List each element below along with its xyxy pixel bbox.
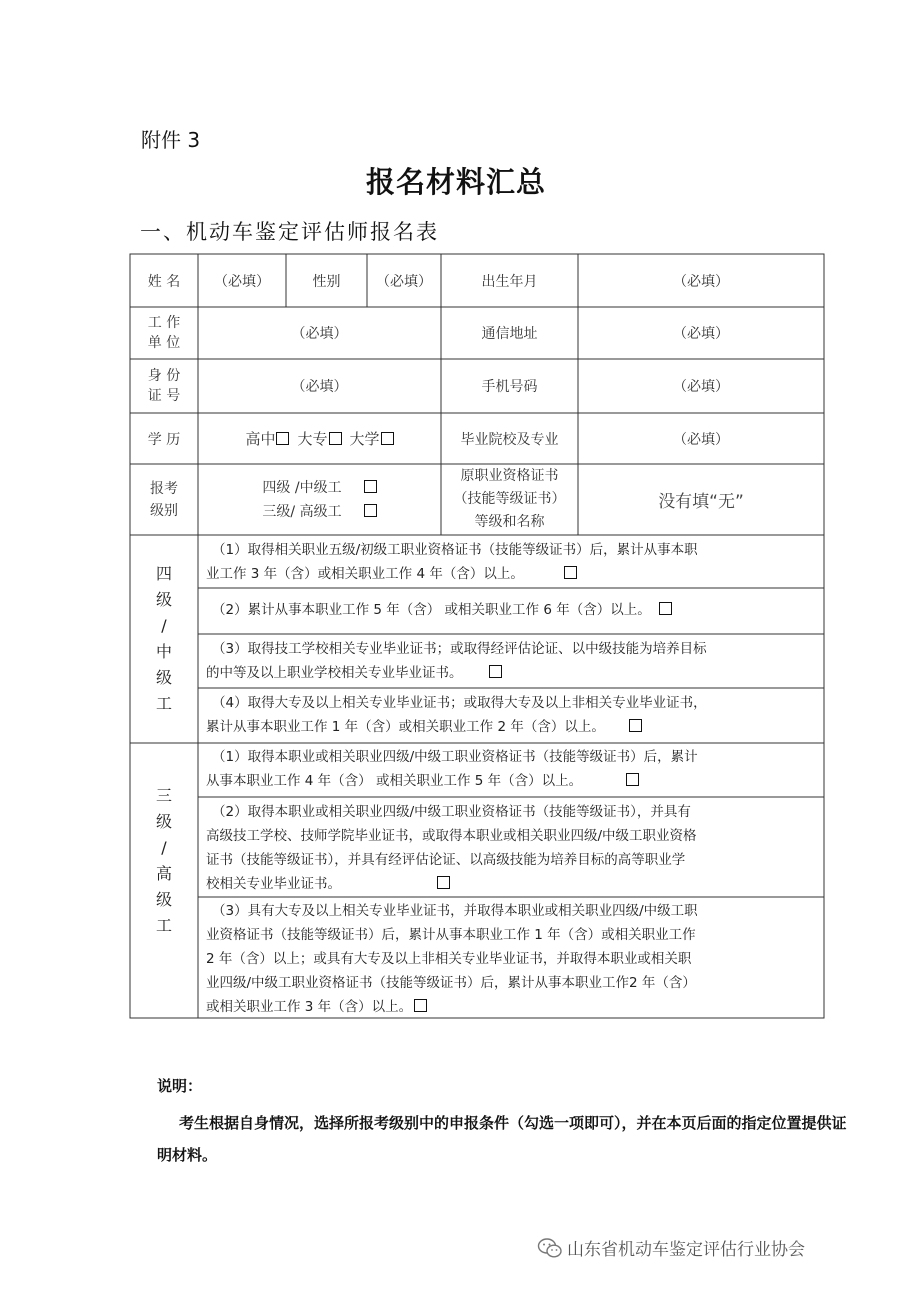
condition-line: 业四级/中级工职业资格证书（技能等级证书）后，累计从事本职业工作2 年（含）: [206, 975, 696, 991]
level4-char: 级: [155, 590, 172, 609]
cert-label-line2: （技能等级证书）: [453, 491, 566, 507]
level4-char: 级: [155, 668, 172, 687]
condition-line: 2 年（含）以上；或具有大专及以上非相关专业毕业证书，并取得本职业或相关职: [206, 951, 692, 967]
section-title: 一、机动车鉴定评估师报名表: [140, 220, 439, 244]
exam-level-label-line2: 级别: [150, 502, 178, 519]
level3-checkbox[interactable]: [364, 504, 377, 517]
level4-char: 四: [155, 564, 172, 583]
level3-condition-1: [198, 745, 824, 793]
gender-label: 性别: [312, 273, 341, 290]
condition-line: 证书（技能等级证书），并具有经评估论证、以高级技能为培养目标的高等职业学: [206, 852, 686, 868]
edu-option-university: 大学: [349, 430, 380, 448]
level3-section-label: [130, 743, 198, 1018]
id-label-line2: 证 号: [147, 388, 181, 404]
level3-char: 三: [155, 785, 172, 805]
id-label-line1: 身 份: [147, 368, 181, 384]
exam-level-options: [198, 464, 441, 535]
original-cert-field[interactable]: 没有填“无”: [658, 492, 744, 512]
level4-option-label: 四级 /中级工: [262, 479, 342, 496]
level3-option: [262, 500, 376, 524]
condition-line: 高级技工学校、技师学院毕业证书，或取得本职业或相关职业四级/中级工职业资格: [206, 828, 697, 844]
condition-line-with-checkbox: [206, 769, 816, 793]
name-field[interactable]: （必填）: [214, 273, 270, 290]
work-unit-label-line1: 工 作: [147, 315, 181, 331]
edu-university-checkbox[interactable]: [381, 432, 394, 445]
gender-field[interactable]: （必填）: [376, 273, 432, 290]
school-major-label: 毕业院校及专业: [460, 431, 559, 448]
birth-field[interactable]: （必填）: [673, 273, 729, 290]
cert-label-line1: 原职业资格证书: [460, 468, 559, 484]
work-unit-label-line2: 单 位: [147, 335, 181, 351]
work-unit-label: [130, 307, 198, 359]
level4-char: 中: [155, 642, 172, 661]
name-label: 姓 名: [147, 273, 181, 290]
condition-line: 或相关职业工作 3 年（含）以上。: [206, 999, 413, 1015]
watermark: [537, 1235, 805, 1260]
condition-line: 的中等及以上职业学校相关专业毕业证书。: [206, 665, 463, 681]
condition-line: （2）累计从事本职业工作 5 年（含） 或相关职业工作 6 年（含）以上。: [212, 602, 651, 618]
education-label: 学 历: [147, 431, 181, 448]
condition-line: 校相关专业毕业证书。: [206, 876, 341, 892]
phone-label: 手机号码: [481, 379, 538, 395]
level4-condition-3-checkbox[interactable]: [489, 665, 502, 678]
condition-line: （4）取得大专及以上相关专业毕业证书；或取得大专及以上非相关专业毕业证书，: [212, 695, 707, 711]
condition-line-with-checkbox: [206, 715, 816, 739]
level3-char: /: [161, 837, 167, 857]
edu-option-college: 大专: [297, 430, 328, 448]
level3-condition-1-checkbox[interactable]: [626, 773, 639, 786]
level4-condition-2: [198, 598, 824, 622]
condition-line: 业资格证书（技能等级证书）后，累计从事本职业工作 1 年（含）或相关职业工作: [206, 927, 696, 943]
id-number-field[interactable]: （必填）: [291, 379, 348, 395]
note-body: 考生根据自身情况，选择所报考级别中的申报条件（勾选一项即可），并在本页后面的指定位置提供证明材料。: [157, 1114, 847, 1164]
level4-condition-3: [198, 637, 824, 685]
condition-line: 累计从事本职业工作 1 年（含）或相关职业工作 2 年（含）以上。: [206, 719, 605, 735]
level3-condition-2-checkbox[interactable]: [437, 876, 450, 889]
address-label: 通信地址: [481, 326, 538, 342]
level3-char: 级: [155, 811, 172, 831]
level4-char: /: [161, 616, 167, 635]
condition-line: 从事本职业工作 4 年（含） 或相关职业工作 5 年（含）以上。: [206, 773, 583, 789]
cert-label-line3: 等级和名称: [474, 514, 545, 530]
level4-condition-4: [198, 691, 824, 739]
level4-char: 工: [155, 694, 172, 713]
condition-line-with-checkbox: [206, 661, 816, 685]
level4-condition-1: [198, 538, 824, 586]
note-heading: 说明：: [157, 1077, 203, 1095]
birth-label: 出生年月: [481, 273, 538, 290]
condition-line: （1）取得相关职业五级/初级工职业资格证书（技能等级证书）后，累计从事本职: [212, 542, 698, 558]
level4-checkbox[interactable]: [364, 480, 377, 493]
level3-char: 高: [155, 863, 172, 883]
edu-college-checkbox[interactable]: [329, 432, 342, 445]
level3-char: 级: [155, 889, 172, 909]
school-major-field[interactable]: （必填）: [673, 431, 729, 448]
level3-condition-3: [198, 899, 824, 1019]
level4-condition-2-checkbox[interactable]: [659, 602, 672, 615]
phone-field[interactable]: （必填）: [673, 379, 729, 395]
education-options: [198, 413, 441, 464]
edu-option-highschool: 高中: [245, 430, 276, 448]
condition-line: （1）取得本职业或相关职业四级/中级工职业资格证书（技能等级证书）后，累计: [212, 749, 698, 765]
condition-line: （2）取得本职业或相关职业四级/中级工职业资格证书（技能等级证书），并具有: [212, 804, 691, 820]
level3-char: 工: [155, 915, 172, 935]
level4-section-label: [130, 535, 198, 743]
id-number-label: [130, 359, 198, 413]
level3-option-label: 三级/ 高级工: [262, 503, 342, 520]
condition-line-with-checkbox: [206, 872, 816, 896]
original-cert-label: [441, 464, 578, 535]
level4-option: [262, 476, 376, 500]
edu-highschool-checkbox[interactable]: [276, 432, 289, 445]
condition-line-with-checkbox: [206, 598, 816, 622]
watermark-text: 山东省机动车鉴定评估行业协会: [567, 1240, 805, 1260]
exam-level-label: [130, 464, 198, 535]
attachment-label: 附件 3: [141, 128, 201, 152]
level3-condition-3-checkbox[interactable]: [414, 999, 427, 1012]
condition-line: （3）取得技工学校相关专业毕业证书；或取得经评估论证、以中级技能为培养目标: [212, 641, 707, 657]
work-unit-field[interactable]: （必填）: [291, 326, 348, 342]
condition-line: （3）具有大专及以上相关专业毕业证书，并取得本职业或相关职业四级/中级工职: [212, 903, 698, 919]
condition-line-with-checkbox: [206, 562, 816, 586]
condition-line-with-checkbox: [206, 995, 816, 1019]
wechat-icon: [537, 1237, 563, 1259]
level4-condition-1-checkbox[interactable]: [564, 566, 577, 579]
exam-level-label-line1: 报考: [150, 480, 178, 497]
level4-condition-4-checkbox[interactable]: [629, 719, 642, 732]
level3-condition-2: [198, 800, 824, 896]
page-title: 报名材料汇总: [365, 165, 546, 199]
condition-line: 业工作 3 年（含）或相关职业工作 4 年（含）以上。: [206, 566, 524, 582]
address-field[interactable]: （必填）: [673, 326, 729, 342]
